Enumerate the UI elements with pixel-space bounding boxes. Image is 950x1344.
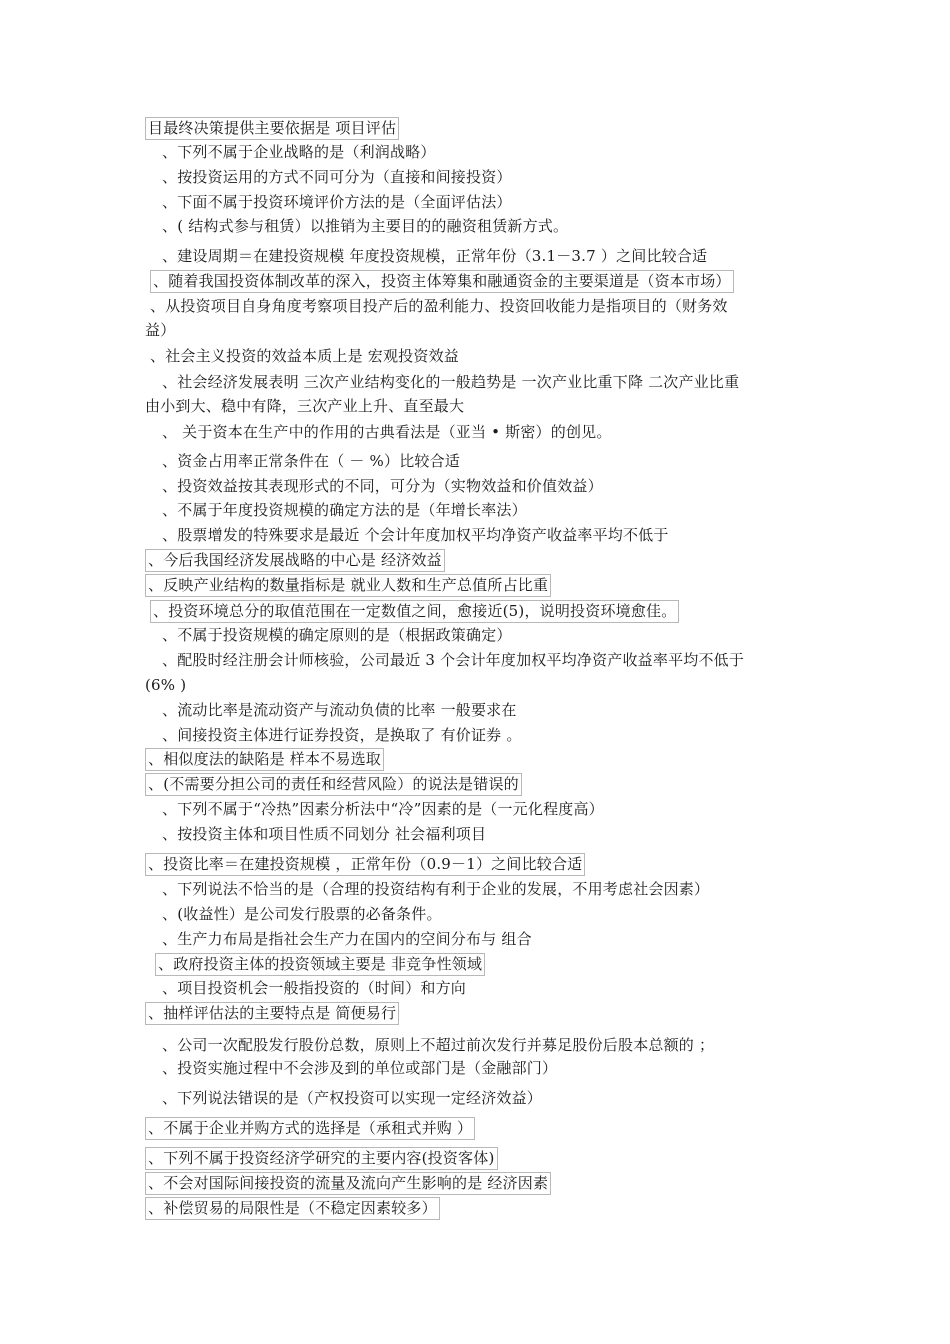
text-line: 、从投资项目自身角度考察项目投产后的盈利能力、投资回收能力是指项目的（财务效	[150, 297, 728, 315]
text-line: 、 关于资本在生产中的作用的古典看法是（亚当 • 斯密）的创见。	[162, 423, 612, 441]
text-line: 、反映产业结构的数量指标是 就业人数和生产总值所占比重	[145, 574, 551, 597]
text-line: 目最终决策提供主要依据是 项目评估	[145, 117, 399, 140]
text-line: 、项目投资机会一般指投资的（时间）和方向	[162, 979, 467, 997]
text-line: 、社会主义投资的效益本质上是 宏观投资效益	[150, 347, 459, 365]
text-line: 、不会对国际间接投资的流量及流向产生影响的是 经济因素	[145, 1172, 551, 1195]
text-line: 、(不需要分担公司的责任和经营风险）的说法是错误的	[145, 773, 522, 796]
text-line: 、(收益性）是公司发行股票的必备条件。	[162, 905, 442, 923]
text-line: 、( 结构式参与租赁）以推销为主要目的的融资租赁新方式。	[162, 217, 569, 235]
text-line: 、补偿贸易的局限性是（不稳定因素较多）	[145, 1197, 440, 1220]
text-line: 、配股时经注册会计师核验，公司最近 3 个会计年度加权平均净资产收益率平均不低于	[162, 651, 745, 669]
text-line: 、按投资主体和项目性质不同划分 社会福利项目	[162, 825, 487, 843]
text-line: 、投资效益按其表现形式的不同，可分为（实物效益和价值效益）	[162, 477, 603, 495]
text-line: 、公司一次配股发行股份总数，原则上不超过前次发行并募足股份后股本总额的 ；	[162, 1036, 715, 1054]
text-line: 、投资环境总分的取值范围在一定数值之间，愈接近(5)，说明投资环境愈佳。	[150, 600, 679, 623]
text-line: 、不属于投资规模的确定原则的是（根据政策确定）	[162, 626, 512, 644]
text-line: 、下列不属于投资经济学研究的主要内容(投资客体)	[145, 1147, 498, 1170]
text-line: 、下列不属于企业战略的是（利润战略）	[162, 143, 436, 161]
text-line: 、不属于年度投资规模的确定方法的是（年增长率法）	[162, 501, 527, 519]
text-line: 、随着我国投资体制改革的深入，投资主体筹集和融通资金的主要渠道是（资本市场）	[150, 270, 734, 293]
text-line: 、流动比率是流动资产与流动负债的比率 一般要求在	[162, 701, 517, 719]
text-line: 、资金占用率正常条件在（ － %）比较合适	[162, 452, 460, 470]
text-line: 、抽样评估法的主要特点是 简便易行	[145, 1002, 399, 1025]
text-line: 、投资实施过程中不会涉及到的单位或部门是（金融部门）	[162, 1059, 558, 1077]
text-line: 、生产力布局是指社会生产力在国内的空间分布与 组合	[162, 930, 532, 948]
text-line: 、下面不属于投资环境评价方法的是（全面评估法）	[162, 193, 512, 211]
text-line: 、下列不属于“冷热”因素分析法中“冷”因素的是（一元化程度高）	[162, 800, 604, 818]
text-line: (6% )	[145, 676, 187, 694]
text-line: 、下列说法错误的是（产权投资可以实现一定经济效益）	[162, 1089, 543, 1107]
text-line: 益）	[145, 321, 176, 339]
text-line: 、相似度法的缺陷是 样本不易选取	[145, 748, 384, 771]
text-line: 、股票增发的特殊要求是最近 个会计年度加权平均净资产收益率平均不低于	[162, 526, 669, 544]
text-line: 由小到大、稳中有降，三次产业上升、直至最大	[145, 397, 465, 415]
text-line: 、建设周期＝在建投资规模 年度投资规模，正常年份（3.1－3.7 ）之间比较合适	[162, 247, 708, 265]
text-line: 、按投资运用的方式不同可分为（直接和间接投资）	[162, 168, 512, 186]
text-line: 、间接投资主体进行证券投资，是换取了 有价证券 。	[162, 726, 522, 744]
text-line: 、下列说法不恰当的是（合理的投资结构有利于企业的发展，不用考虑社会因素）	[162, 880, 710, 898]
text-line: 、政府投资主体的投资领域主要是 非竞争性领域	[155, 953, 485, 976]
text-line: 、不属于企业并购方式的选择是（承租式并购 ）	[145, 1117, 475, 1140]
text-line: 、投资比率＝在建投资规模 ，正常年份（0.9－1）之间比较合适	[145, 853, 585, 876]
text-line: 、社会经济发展表明 三次产业结构变化的一般趋势是 一次产业比重下降 二次产业比重	[162, 373, 740, 391]
text-line: 、今后我国经济发展战略的中心是 经济效益	[145, 549, 445, 572]
